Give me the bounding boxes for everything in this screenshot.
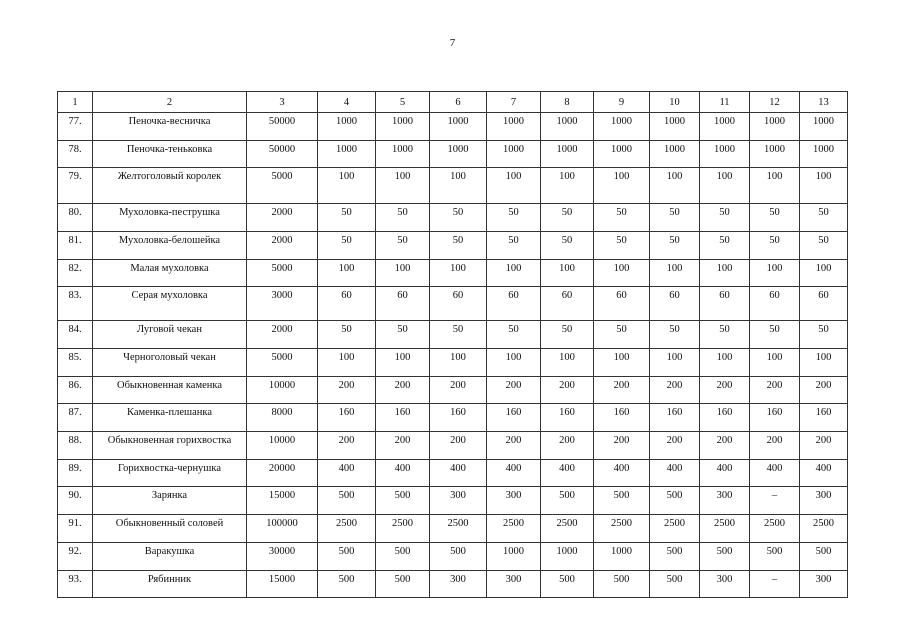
value-cell: 1000 [700,113,750,141]
column-header-11: 11 [700,92,750,113]
row-number-cell: 93. [58,571,93,598]
value-cell: 50 [750,204,800,232]
value-cell: 50 [430,321,487,349]
value-cell: 200 [650,432,700,460]
value-cell: 50 [376,232,430,260]
value-cell: 160 [750,404,800,432]
value-cell: 60 [318,287,376,321]
value-cell: 60 [376,287,430,321]
column-header-12: 12 [750,92,800,113]
value-cell: 1000 [650,141,700,168]
value-cell: 200 [541,432,594,460]
value-cell: 160 [487,404,541,432]
page-number: 7 [449,37,456,49]
table-row [58,377,848,404]
value-cell: 500 [318,571,376,598]
value-cell: 50 [650,232,700,260]
value-cell: 100 [487,349,541,377]
species-name-cell: Горихвостка-чернушка [93,460,247,487]
species-name-cell: Обыкновенная горихвостка [93,432,247,460]
value-cell: 200 [541,377,594,404]
value-cell: 50 [376,204,430,232]
value-cell: 2500 [318,515,376,543]
value-cell: 100 [594,260,650,287]
value-cell: 5000 [247,168,318,204]
value-cell: 1000 [594,141,650,168]
value-cell: 100 [750,168,800,204]
value-cell: 1000 [700,141,750,168]
value-cell: 100 [750,260,800,287]
value-cell: 100 [430,168,487,204]
table-row [58,432,848,460]
table-row [58,113,848,141]
value-cell: 400 [800,460,848,487]
table-row [58,232,848,260]
column-header-7: 7 [487,92,541,113]
row-number-cell: 87. [58,404,93,432]
value-cell: 200 [487,377,541,404]
value-cell: 50 [487,232,541,260]
value-cell: 200 [318,432,376,460]
column-header-6: 6 [430,92,487,113]
value-cell: 2500 [800,515,848,543]
value-cell: 50 [594,232,650,260]
column-header-8: 8 [541,92,594,113]
value-cell: 200 [430,377,487,404]
value-cell: 500 [376,487,430,515]
species-name-cell: Луговой чекан [93,321,247,349]
table-row [58,460,848,487]
value-cell: 30000 [247,543,318,571]
value-cell: 50 [430,232,487,260]
value-cell: 200 [594,432,650,460]
value-cell: 400 [594,460,650,487]
value-cell: 200 [750,377,800,404]
value-cell: 160 [650,404,700,432]
species-name-cell: Черноголовый чекан [93,349,247,377]
value-cell: 50 [594,321,650,349]
value-cell: 100 [650,260,700,287]
value-cell: 400 [376,460,430,487]
value-cell: 200 [750,432,800,460]
value-cell: 15000 [247,571,318,598]
species-name-cell: Пеночка-теньковка [93,141,247,168]
value-cell: 200 [376,377,430,404]
value-cell: 100 [376,260,430,287]
value-cell: 500 [750,543,800,571]
value-cell: 1000 [750,141,800,168]
value-cell: 50 [541,204,594,232]
value-cell: 300 [700,571,750,598]
row-number-cell: 91. [58,515,93,543]
value-cell: 400 [541,460,594,487]
value-cell: 200 [700,377,750,404]
table-row [58,349,848,377]
value-cell: 5000 [247,349,318,377]
value-cell: 300 [487,487,541,515]
value-cell: 500 [541,487,594,515]
value-cell: 1000 [318,141,376,168]
value-cell: 400 [430,460,487,487]
value-cell: 160 [318,404,376,432]
value-cell: 60 [750,287,800,321]
value-cell: 50 [700,204,750,232]
value-cell: 500 [700,543,750,571]
value-cell: 160 [800,404,848,432]
table-row [58,321,848,349]
value-cell: 2000 [247,321,318,349]
value-cell: 100 [594,349,650,377]
value-cell: 500 [318,543,376,571]
value-cell: 500 [650,487,700,515]
table-row [58,487,848,515]
value-cell: 50 [750,321,800,349]
row-number-cell: 92. [58,543,93,571]
value-cell: 500 [318,487,376,515]
value-cell: 200 [800,377,848,404]
value-cell: 100 [700,349,750,377]
value-cell: 300 [430,487,487,515]
value-cell: 1000 [800,141,848,168]
value-cell: 300 [800,571,848,598]
value-cell: 500 [541,571,594,598]
row-number-cell: 79. [58,168,93,204]
table-row [58,571,848,598]
value-cell: 100 [487,260,541,287]
species-name-cell: Варакушка [93,543,247,571]
species-name-cell: Малая мухоловка [93,260,247,287]
row-number-cell: 81. [58,232,93,260]
row-number-cell: 83. [58,287,93,321]
column-header-9: 9 [594,92,650,113]
value-cell: – [750,571,800,598]
value-cell: 2500 [541,515,594,543]
value-cell: 400 [650,460,700,487]
value-cell: 1000 [487,113,541,141]
row-number-cell: 82. [58,260,93,287]
species-name-cell: Мухоловка-пеструшка [93,204,247,232]
row-number-cell: 89. [58,460,93,487]
value-cell: 100 [541,168,594,204]
value-cell: 1000 [376,113,430,141]
value-cell: 20000 [247,460,318,487]
row-number-cell: 78. [58,141,93,168]
value-cell: 2500 [750,515,800,543]
value-cell: 200 [650,377,700,404]
value-cell: 50 [800,232,848,260]
table-header-row [58,92,848,113]
value-cell: 50 [541,321,594,349]
table-row [58,260,848,287]
species-name-cell: Зарянка [93,487,247,515]
row-number-cell: 84. [58,321,93,349]
value-cell: 100 [376,349,430,377]
value-cell: 100 [700,168,750,204]
value-cell: 500 [376,571,430,598]
value-cell: 300 [700,487,750,515]
value-cell: 1000 [594,113,650,141]
value-cell: 10000 [247,432,318,460]
species-name-cell: Серая мухоловка [93,287,247,321]
table-row [58,204,848,232]
value-cell: 100 [430,349,487,377]
value-cell: 50000 [247,113,318,141]
value-cell: 50 [650,321,700,349]
table-row [58,404,848,432]
value-cell: 1000 [594,543,650,571]
value-cell: 1000 [541,113,594,141]
value-cell: 200 [318,377,376,404]
value-cell: 100 [800,349,848,377]
row-number-cell: 77. [58,113,93,141]
column-header-10: 10 [650,92,700,113]
value-cell: 8000 [247,404,318,432]
value-cell: 50 [800,321,848,349]
value-cell: 1000 [541,141,594,168]
value-cell: 100 [650,349,700,377]
value-cell: 50 [487,204,541,232]
value-cell: 2000 [247,232,318,260]
species-name-cell: Пеночка-весничка [93,113,247,141]
value-cell: 100 [430,260,487,287]
value-cell: 160 [594,404,650,432]
value-cell: 100 [800,168,848,204]
table-row [58,141,848,168]
value-cell: 15000 [247,487,318,515]
value-cell: 50000 [247,141,318,168]
value-cell: 1000 [487,141,541,168]
value-cell: 50 [750,232,800,260]
species-name-cell: Каменка-плешанка [93,404,247,432]
value-cell: 2500 [700,515,750,543]
value-cell: 400 [487,460,541,487]
value-cell: 60 [650,287,700,321]
value-cell: 50 [318,321,376,349]
value-cell: 100 [594,168,650,204]
row-number-cell: 88. [58,432,93,460]
value-cell: 2500 [594,515,650,543]
value-cell: 1000 [430,113,487,141]
value-cell: 50 [430,204,487,232]
species-name-cell: Обыкновенный соловей [93,515,247,543]
value-cell: 50 [318,204,376,232]
column-header-3: 3 [247,92,318,113]
table-row [58,168,848,204]
species-name-cell: Мухоловка-белошейка [93,232,247,260]
value-cell: 200 [487,432,541,460]
value-cell: 100 [376,168,430,204]
value-cell: 1000 [318,113,376,141]
row-number-cell: 80. [58,204,93,232]
value-cell: 60 [700,287,750,321]
row-number-cell: 86. [58,377,93,404]
value-cell: 100 [700,260,750,287]
value-cell: 50 [541,232,594,260]
value-cell: 100 [800,260,848,287]
value-cell: 500 [376,543,430,571]
value-cell: 5000 [247,260,318,287]
value-cell: 50 [318,232,376,260]
value-cell: 2500 [650,515,700,543]
value-cell: 100 [541,260,594,287]
table-row [58,515,848,543]
value-cell: 100 [750,349,800,377]
column-header-1: 1 [58,92,93,113]
value-cell: 100 [318,260,376,287]
value-cell: 100 [318,349,376,377]
value-cell: 1000 [650,113,700,141]
column-header-2: 2 [93,92,247,113]
value-cell: 500 [650,543,700,571]
value-cell: 200 [800,432,848,460]
value-cell: 60 [430,287,487,321]
value-cell: 100 [318,168,376,204]
value-cell: 400 [700,460,750,487]
value-cell: 400 [750,460,800,487]
value-cell: 160 [541,404,594,432]
species-name-cell: Рябинник [93,571,247,598]
value-cell: 100000 [247,515,318,543]
value-cell: 300 [487,571,541,598]
value-cell: 500 [800,543,848,571]
value-cell: 3000 [247,287,318,321]
value-cell: 160 [700,404,750,432]
value-cell: 50 [487,321,541,349]
value-cell: 60 [800,287,848,321]
value-cell: 100 [487,168,541,204]
value-cell: 500 [594,487,650,515]
value-cell: 60 [594,287,650,321]
value-cell: 500 [650,571,700,598]
value-cell: 160 [430,404,487,432]
value-cell: 1000 [750,113,800,141]
species-name-cell: Обыкновенная каменка [93,377,247,404]
value-cell: 50 [650,204,700,232]
value-cell: 200 [594,377,650,404]
value-cell: 1000 [430,141,487,168]
value-cell: 300 [800,487,848,515]
value-cell: 100 [541,349,594,377]
value-cell: 2500 [487,515,541,543]
value-cell: 1000 [487,543,541,571]
value-cell: 60 [541,287,594,321]
value-cell: 200 [430,432,487,460]
row-number-cell: 85. [58,349,93,377]
value-cell: 50 [700,232,750,260]
column-header-4: 4 [318,92,376,113]
value-cell: 60 [487,287,541,321]
value-cell: 300 [430,571,487,598]
value-cell: 2500 [376,515,430,543]
species-name-cell: Желтоголовый королек [93,168,247,204]
value-cell: 500 [594,571,650,598]
table-row [58,543,848,571]
value-cell: 160 [376,404,430,432]
value-cell: 2500 [430,515,487,543]
value-cell: – [750,487,800,515]
value-cell: 100 [650,168,700,204]
row-number-cell: 90. [58,487,93,515]
column-header-13: 13 [800,92,848,113]
value-cell: 200 [700,432,750,460]
value-cell: 1000 [541,543,594,571]
table-row [58,287,848,321]
value-cell: 50 [594,204,650,232]
value-cell: 1000 [800,113,848,141]
value-cell: 50 [376,321,430,349]
value-cell: 2000 [247,204,318,232]
column-header-5: 5 [376,92,430,113]
value-cell: 50 [700,321,750,349]
value-cell: 500 [430,543,487,571]
value-cell: 10000 [247,377,318,404]
value-cell: 50 [800,204,848,232]
species-quota-table [57,91,848,598]
value-cell: 1000 [376,141,430,168]
value-cell: 200 [376,432,430,460]
value-cell: 400 [318,460,376,487]
